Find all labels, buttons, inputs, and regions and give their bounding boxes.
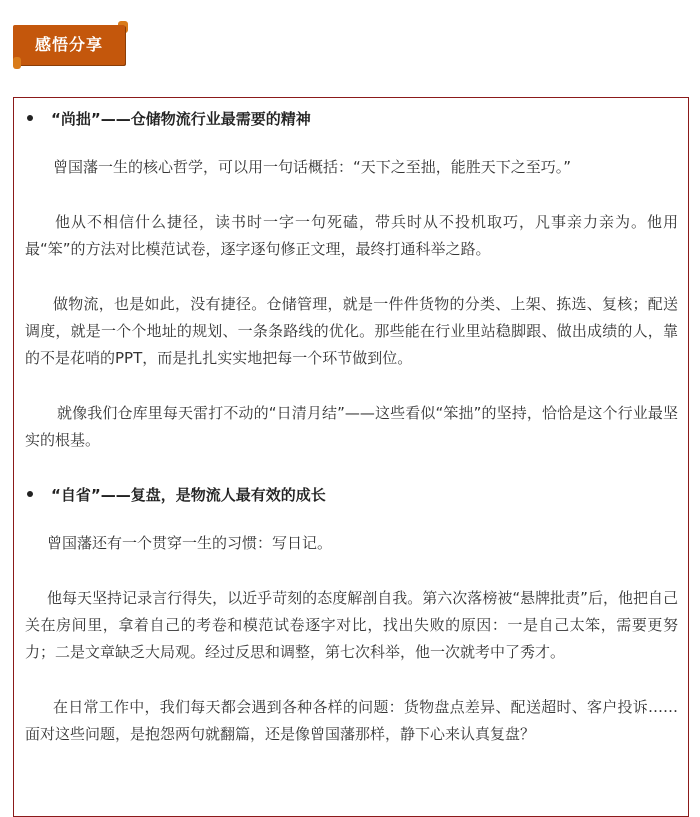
article-content	[13, 97, 689, 817]
paragraph: 他从不相信什么捷径，读书时一字一句死磕，带兵时从不投机取巧，凡事亲力亲为。他用最“笨”的方法对比模范试卷，逐字逐句修正文理，最终打通科举之路。	[25, 213, 678, 258]
bullet-icon	[27, 115, 33, 121]
section-heading-text: “尚拙”——仓储物流行业最需要的精神	[51, 109, 311, 128]
paragraph: 他每天坚持记录言行得失，以近乎苛刻的态度解剖自我。第六次落榜被“悬牌批责”后，他把自己关在房间里，拿着自己的考卷和模范试卷逐字对比，找出失败的原因：一是自己太笨，需要更努力；二是文章缺乏大局观。经过反思和调整，第七次科举，他一次就考中了秀才。	[25, 589, 678, 661]
paragraph: 做物流，也是如此，没有捷径。仓储管理，就是一件件货物的分类、上架、拣选、复核；配送调度，就是一个个地址的规划、一条条路线的优化。那些能在行业里站稳脚跟、做出成绩的人，靠的不是花哨的PPT，而是扎扎实实地把每一个环节做到位。	[25, 295, 678, 367]
section-heading-text: “自省”——复盘，是物流人最有效的成长	[51, 485, 326, 504]
paragraph: 在日常工作中，我们每天都会遇到各种各样的问题：货物盘点差异、配送超时、客户投诉……面对这些问题，是抱怨两句就翻篇，还是像曾国藩那样，静下心来认真复盘？	[25, 698, 678, 743]
paragraph: 就像我们仓库里每天雷打不动的“日清月结”——这些看似“笨拙”的坚持，恰恰是这个行业最坚实的根基。	[25, 404, 678, 449]
banner-title: 感悟分享	[34, 35, 103, 54]
paragraph: 曾国藩还有一个贯穿一生的习惯：写日记。	[47, 534, 333, 552]
section-banner	[13, 25, 125, 69]
bullet-icon	[27, 491, 33, 497]
section-heading	[25, 482, 678, 506]
section-heading	[25, 106, 678, 130]
paragraph: 曾国藩一生的核心哲学，可以用一句话概括：“天下之至拙，能胜天下之至巧。”	[53, 158, 572, 176]
